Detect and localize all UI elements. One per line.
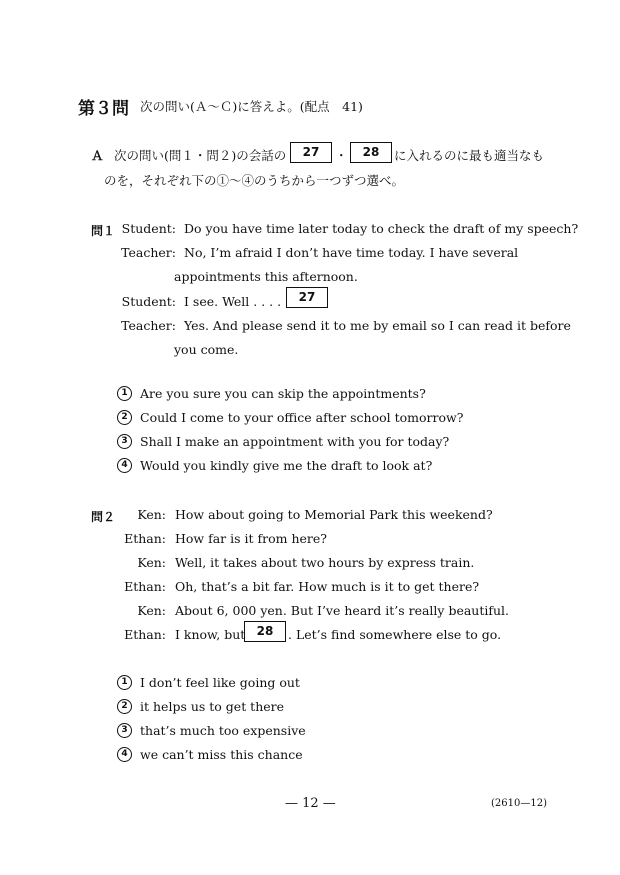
q2-line: How far is it from here?: [175, 531, 327, 546]
page-number: — 12 —: [285, 796, 336, 811]
section-instruction: 次の問い(Ａ～Ｃ)に答えよ。(配点 41): [140, 99, 363, 114]
q2-option-3: that’s much too expensive: [140, 723, 306, 738]
page-code: (2610—12): [491, 798, 547, 809]
q1-line-continued: you come.: [174, 342, 239, 357]
blank-box-27-header: [290, 142, 332, 163]
option-number-icon: 4: [117, 747, 132, 762]
q2-line: How about going to Memorial Park this weekend?: [175, 507, 493, 522]
option-number-icon: 3: [117, 434, 132, 449]
q1-option-3: Shall I make an appointment with you for today?: [140, 434, 450, 449]
q2-line: About 6, 000 yen. But I’ve heard it’s really beautiful.: [175, 603, 510, 618]
option-number-icon: 1: [117, 386, 132, 401]
part-instruction-line2: のを，それぞれ下の①～④のうちから一つずつ選べ。: [104, 173, 405, 188]
part-instruction-line1-pre: 次の問い(問１・問２)の会話の: [114, 148, 287, 163]
q1-option-4: Would you kindly give me the draft to look at?: [140, 458, 433, 473]
part-instruction-line1-post: に入れるのに最も適当なも: [394, 148, 545, 163]
q2-line: I know, but: [175, 627, 246, 642]
q2-speaker: Ken:: [137, 603, 166, 618]
q2-speaker: Ken:: [137, 507, 166, 522]
q2-option-4: we can’t miss this chance: [140, 747, 303, 762]
q1-speaker: Teacher:: [121, 245, 176, 260]
blank-27-label: 27: [290, 142, 332, 163]
q1-line: I see. Well . . . .: [184, 294, 282, 309]
blank-28-label: 28: [350, 142, 392, 163]
q2-line: Oh, that’s a bit far. How much is it to get there?: [175, 579, 480, 594]
q2-speaker: Ethan:: [124, 627, 166, 642]
q1-speaker: Student:: [121, 294, 176, 309]
part-label: Ａ: [91, 148, 104, 163]
blank-27-label: 27: [286, 287, 328, 308]
blank-box-28: [244, 621, 286, 642]
part-instruction-separator: ・: [335, 148, 348, 163]
q1-line-continued: appointments this afternoon.: [174, 269, 358, 284]
q2-label: 問２: [91, 510, 116, 524]
q1-line: Do you have time later today to check the draft of my speech?: [184, 221, 579, 236]
q2-option-2: it helps us to get there: [140, 699, 285, 714]
q2-speaker: Ken:: [137, 555, 166, 570]
blank-box-27: [286, 287, 328, 308]
q2-speaker: Ethan:: [124, 531, 166, 546]
q2-line-after-blank: . Let’s find somewhere else to go.: [288, 627, 502, 642]
blank-28-label: 28: [244, 621, 286, 642]
option-number-icon: 4: [117, 458, 132, 473]
q1-speaker: Student:: [121, 221, 176, 236]
q1-speaker: Teacher:: [121, 318, 176, 333]
q2-line: Well, it takes about two hours by express train.: [175, 555, 475, 570]
q2-option-1: I don’t feel like going out: [140, 675, 300, 690]
option-number-icon: 2: [117, 699, 132, 714]
option-number-icon: 3: [117, 723, 132, 738]
blank-box-28-header: [350, 142, 392, 163]
option-number-icon: 2: [117, 410, 132, 425]
section-number: 第３問: [78, 99, 129, 119]
q2-speaker: Ethan:: [124, 579, 166, 594]
q1-label: 問１: [91, 224, 116, 238]
q1-line: No, I’m afraid I don’t have time today. I have several: [184, 245, 519, 260]
q1-line: Yes. And please send it to me by email so I can read it before: [184, 318, 571, 333]
q1-option-2: Could I come to your office after school tomorrow?: [140, 410, 464, 425]
option-number-icon: 1: [117, 675, 132, 690]
q1-option-1: Are you sure you can skip the appointments?: [140, 386, 426, 401]
